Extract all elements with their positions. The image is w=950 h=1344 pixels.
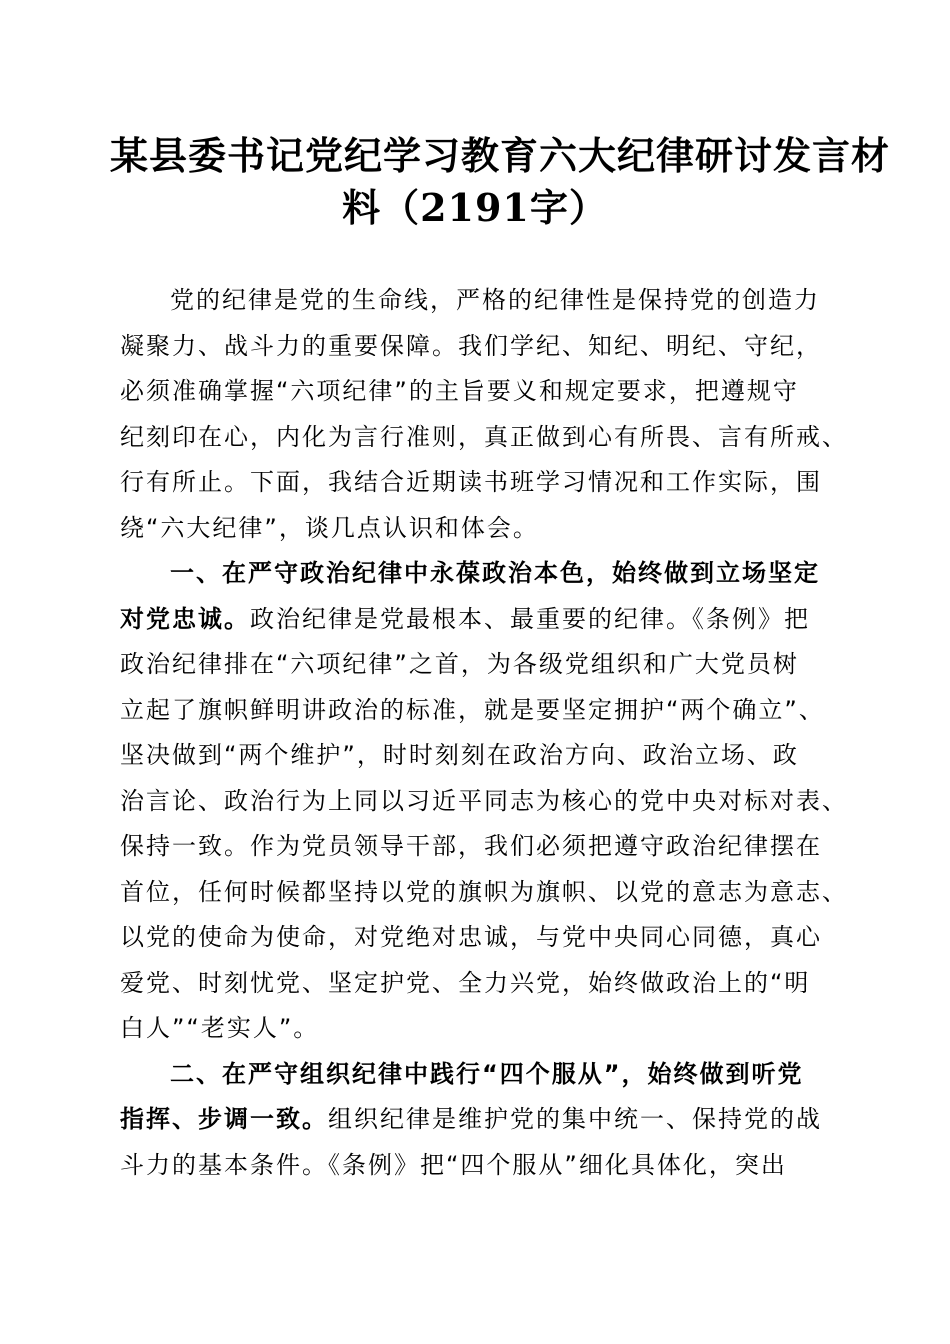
paragraph-line: 坚决做到“两个维护”，时时刻刻在政治方向、政治立场、政 bbox=[120, 741, 799, 769]
paragraph-line: 绕“六大纪律”，谈几点认识和体会。 bbox=[120, 513, 539, 542]
section-heading-tail: 指挥、步调一致。 bbox=[120, 1105, 328, 1133]
paragraph-line bbox=[120, 597, 832, 643]
paragraph-line: 保持一致。作为党员领导干部，我们必须把遵守政治纪律摆在 bbox=[120, 832, 822, 860]
paragraph-line bbox=[120, 1097, 832, 1143]
title-line: 料（2191字） bbox=[342, 185, 608, 230]
paragraph-text: 政治纪律是党最根本、最重要的纪律。《条例》把 bbox=[250, 604, 810, 633]
paragraph-line: 白人”“老实人”。 bbox=[120, 1014, 320, 1042]
paragraph-line: 凝聚力、战斗力的重要保障。我们学纪、知纪、明纪、守纪， bbox=[120, 331, 822, 360]
section-heading-tail: 对党忠诚。 bbox=[120, 604, 250, 633]
section-heading: 一、在严守政治纪律中永葆政治本色，始终做到立场坚定 bbox=[170, 559, 820, 587]
paragraph-line: 以党的使命为使命，对党绝对忠诚，与党中央同心同德，真心 bbox=[120, 923, 822, 951]
title-line: 某县委书记党纪学习教育六大纪律研讨发言材 bbox=[110, 133, 891, 178]
paragraph-line: 爱党、时刻忧党、坚定护党、全力兴党，始终做政治上的“明 bbox=[120, 968, 811, 997]
paragraph-line: 党的纪律是党的生命线，严格的纪律性是保持党的创造力 bbox=[170, 286, 820, 314]
paragraph-line: 首位，任何时候都坚持以党的旗帜为旗帜、以党的意志为意志、 bbox=[120, 877, 848, 906]
paragraph-text: 组织纪律是维护党的集中统一、保持党的战 bbox=[328, 1105, 822, 1133]
paragraph-line: 立起了旗帜鲜明讲政治的标准，就是要坚定拥护“两个确立”、 bbox=[120, 695, 825, 724]
document-body bbox=[120, 278, 848, 1188]
paragraph-line: 治言论、政治行为上同以习近平同志为核心的党中央对标对表、 bbox=[120, 786, 848, 815]
paragraph-line: 纪刻印在心，内化为言行准则，真正做到心有所畏、言有所戒、 bbox=[120, 422, 848, 451]
paragraph-line: 政治纪律排在“六项纪律”之首，为各级党组织和广大党员树 bbox=[120, 650, 799, 678]
paragraph-line: 行有所止。下面，我结合近期读书班学习情况和工作实际，围 bbox=[120, 468, 822, 496]
document-title bbox=[110, 130, 891, 234]
paragraph-line: 必须准确掌握“六项纪律”的主旨要义和规定要求，把遵规守 bbox=[120, 377, 799, 405]
paragraph-line: 斗力的基本条件。《条例》把“四个服从”细化具体化，突出 bbox=[120, 1150, 787, 1179]
section-heading: 二、在严守组织纪律中践行“四个服从”，始终做到听党 bbox=[170, 1059, 804, 1088]
